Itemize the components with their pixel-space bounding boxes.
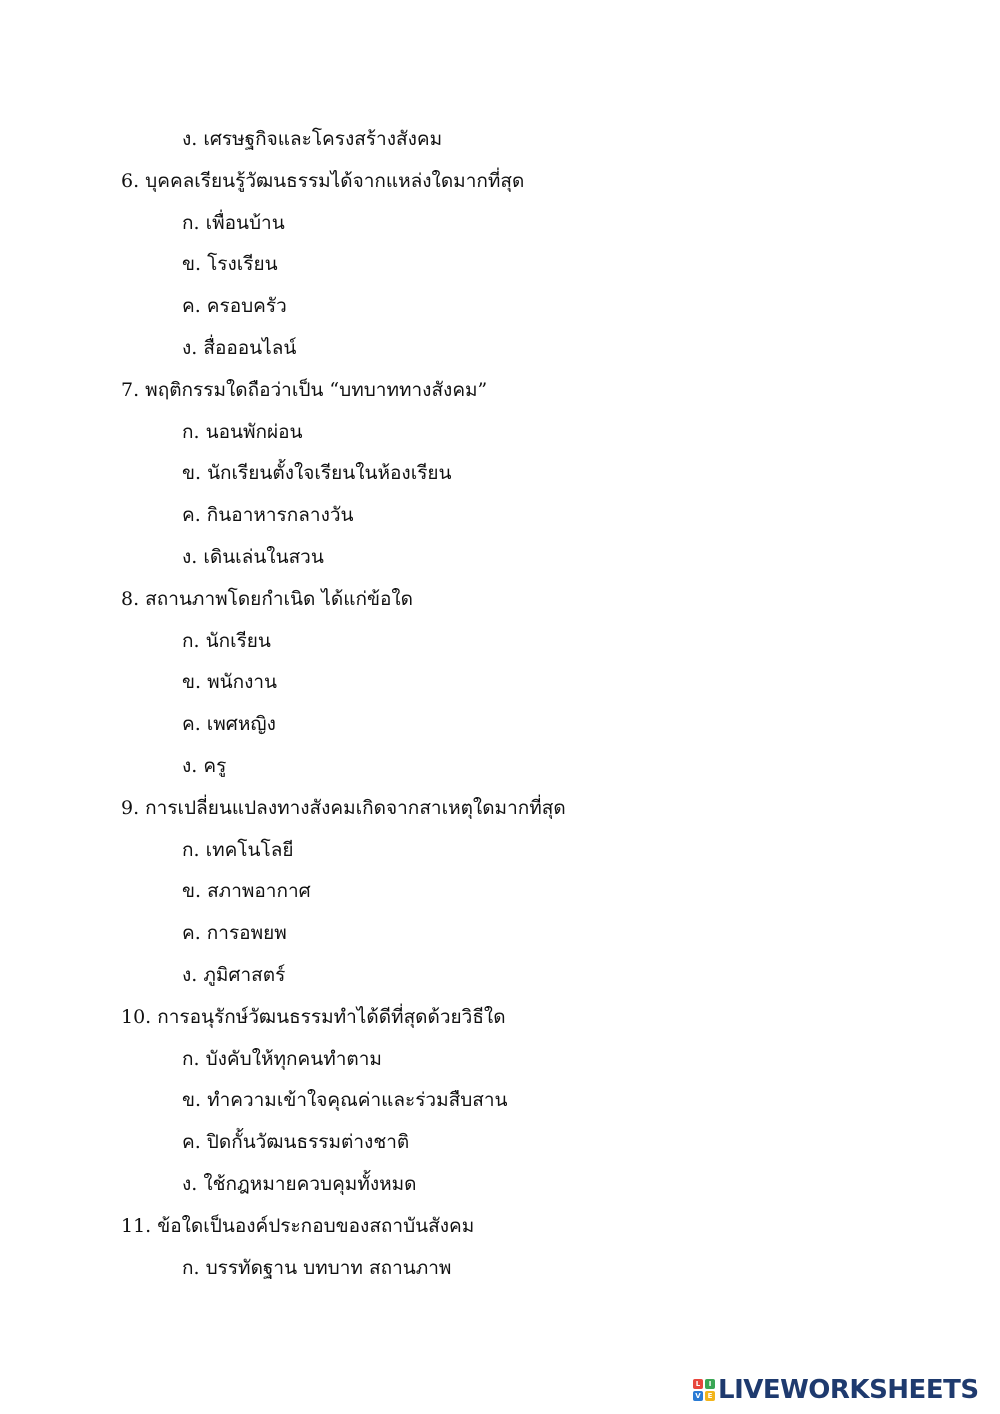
answer-option: ง. เดินเล่นในสวน (182, 546, 324, 568)
logo-tile-l: L (693, 1379, 703, 1389)
answer-option: ข. พนักงาน (182, 671, 278, 693)
answer-option: ค. ครอบครัว (182, 295, 287, 317)
answer-option: ค. กินอาหารกลางวัน (182, 504, 354, 526)
answer-option: ก. บรรทัดฐาน บทบาท สถานภาพ (182, 1257, 452, 1279)
liveworksheets-watermark (693, 1376, 979, 1404)
answer-option: ก. เพื่อนบ้าน (182, 212, 285, 234)
question-text: 7. พฤติกรรมใดถือว่าเป็น “บทบาททางสังคม” (121, 379, 488, 401)
logo-tile-v: V (693, 1391, 703, 1401)
answer-option: ข. โรงเรียน (182, 253, 278, 275)
answer-option: ค. เพศหญิง (182, 713, 276, 735)
answer-option: ง. ภูมิศาสตร์ (182, 964, 286, 986)
question-text: 10. การอนุรักษ์วัฒนธรรมทำได้ดีที่สุดด้วยวิธีใด (121, 1006, 506, 1028)
answer-option: ข. นักเรียนตั้งใจเรียนในห้องเรียน (182, 462, 452, 484)
answer-option: ง. เศรษฐกิจและโครงสร้างสังคม (182, 128, 443, 150)
question-text: 8. สถานภาพโดยกำเนิด ได้แก่ข้อใด (121, 588, 414, 610)
answer-option: ข. ทำความเข้าใจคุณค่าและร่วมสืบสาน (182, 1089, 508, 1111)
answer-option: ง. สื่อออนไลน์ (182, 337, 297, 359)
answer-option: ค. ปิดกั้นวัฒนธรรมต่างชาติ (182, 1131, 410, 1153)
answer-option: ก. บังคับให้ทุกคนทำตาม (182, 1048, 382, 1070)
logo-tile-e: E (705, 1391, 715, 1401)
answer-option: ก. นักเรียน (182, 630, 271, 652)
liveworksheets-logo-text: LIVEWORKSHEETS (718, 1375, 979, 1405)
answer-option: ก. เทคโนโลยี (182, 839, 294, 861)
answer-option: ง. ครู (182, 755, 227, 777)
answer-option: ง. ใช้กฎหมายควบคุมทั้งหมด (182, 1173, 417, 1195)
answer-option: ข. สภาพอากาศ (182, 880, 311, 902)
answer-option: ก. นอนพักผ่อน (182, 421, 303, 443)
logo-tile-i: I (705, 1379, 715, 1389)
question-text: 6. บุคคลเรียนรู้วัฒนธรรมได้จากแหล่งใดมากที่สุด (121, 170, 525, 192)
question-text: 9. การเปลี่ยนแปลงทางสังคมเกิดจากสาเหตุใดมากที่สุด (121, 797, 566, 819)
question-text: 11. ข้อใดเป็นองค์ประกอบของสถาบันสังคม (121, 1215, 475, 1237)
answer-option: ค. การอพยพ (182, 922, 287, 944)
liveworksheets-logo-icon (693, 1379, 715, 1401)
